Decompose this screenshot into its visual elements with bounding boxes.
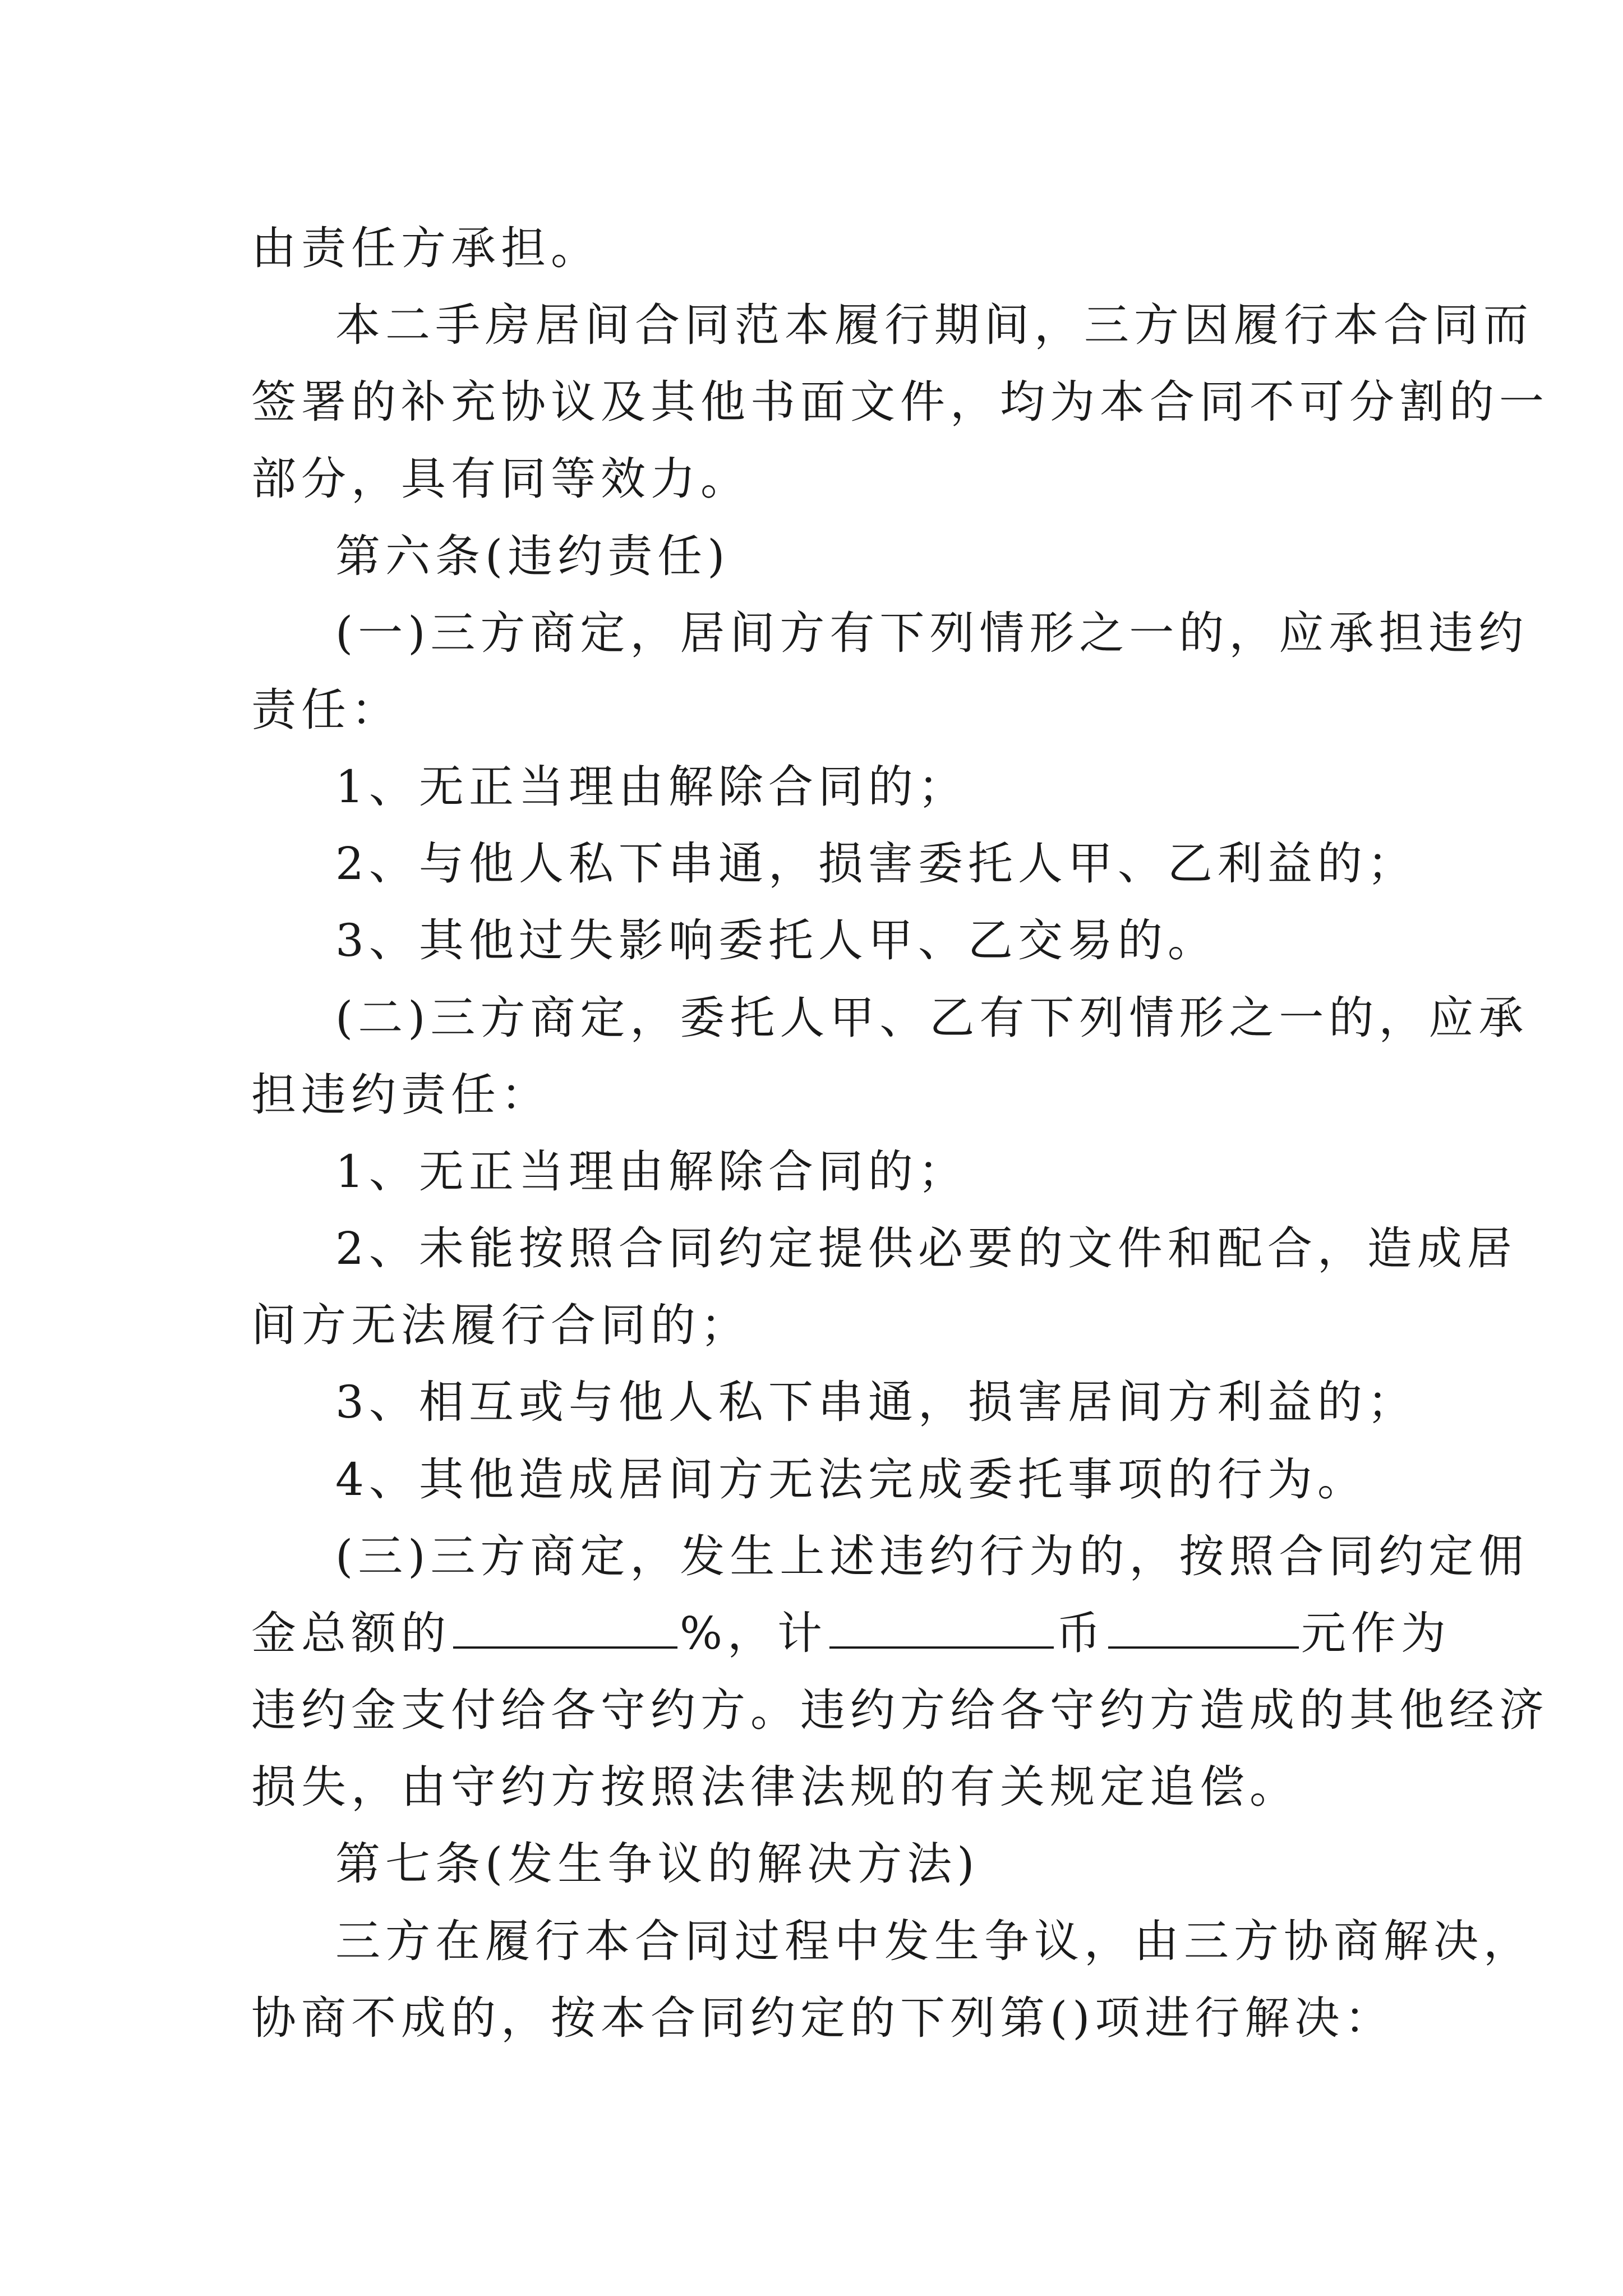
text-line: 本二手房居间合同范本履行期间，三方因履行本合同而 <box>335 299 1533 351</box>
text-line: (二)三方商定，委托人甲、乙有下列情形之一的，应承 <box>335 992 1529 1044</box>
list-item: 2、未能按照合同约定提供必要的文件和配合，造成居 <box>335 1222 1517 1274</box>
list-item: 1、无正当理由解除合同的； <box>335 761 968 813</box>
fill-in-line: 金总额的 %，计 币 元作为 <box>251 1607 1451 1659</box>
text-line: 由责任方承担。 <box>251 222 601 274</box>
list-item: 1、无正当理由解除合同的； <box>335 1145 968 1198</box>
text-line: 间方无法履行合同的； <box>251 1299 750 1351</box>
list-item: 4、其他造成居间方无法完成委托事项的行为。 <box>335 1453 1367 1506</box>
text-line: 部分，具有同等效力。 <box>251 453 750 505</box>
blank-amount-field[interactable] <box>1108 1607 1299 1649</box>
blank-currency-field[interactable] <box>829 1607 1054 1649</box>
section-heading: 第七条(发生争议的解决方法) <box>335 1838 980 1890</box>
list-item: 2、与他人私下串通，损害委托人甲、乙利益的； <box>335 838 1417 890</box>
text-line: 三方在履行本合同过程中发生争议，由三方协商解决， <box>335 1915 1533 1967</box>
text-line: (一)三方商定，居间方有下列情形之一的，应承担违约 <box>335 607 1529 659</box>
text-line: 担违约责任： <box>251 1069 551 1121</box>
text-line: (三)三方商定，发生上述违约行为的，按照合同约定佣 <box>335 1530 1529 1582</box>
blank-percent-field[interactable] <box>453 1607 677 1649</box>
list-item: 3、相互或与他人私下串通，损害居间方利益的； <box>335 1376 1417 1428</box>
text-line: 违约金支付给各守约方。违约方给各守约方造成的其他经济 <box>251 1684 1549 1736</box>
section-heading: 第六条(违约责任) <box>335 530 730 582</box>
list-item: 3、其他过失影响委托人甲、乙交易的。 <box>335 914 1218 967</box>
text-line: 损失，由守约方按照法律法规的有关规定追偿。 <box>251 1761 1299 1813</box>
text-line: 责任： <box>251 684 401 736</box>
text-line: 签署的补充协议及其他书面文件，均为本合同不可分割的一 <box>251 376 1549 428</box>
text-line: 协商不成的，按本合同约定的下列第()项进行解决： <box>251 1992 1395 2044</box>
